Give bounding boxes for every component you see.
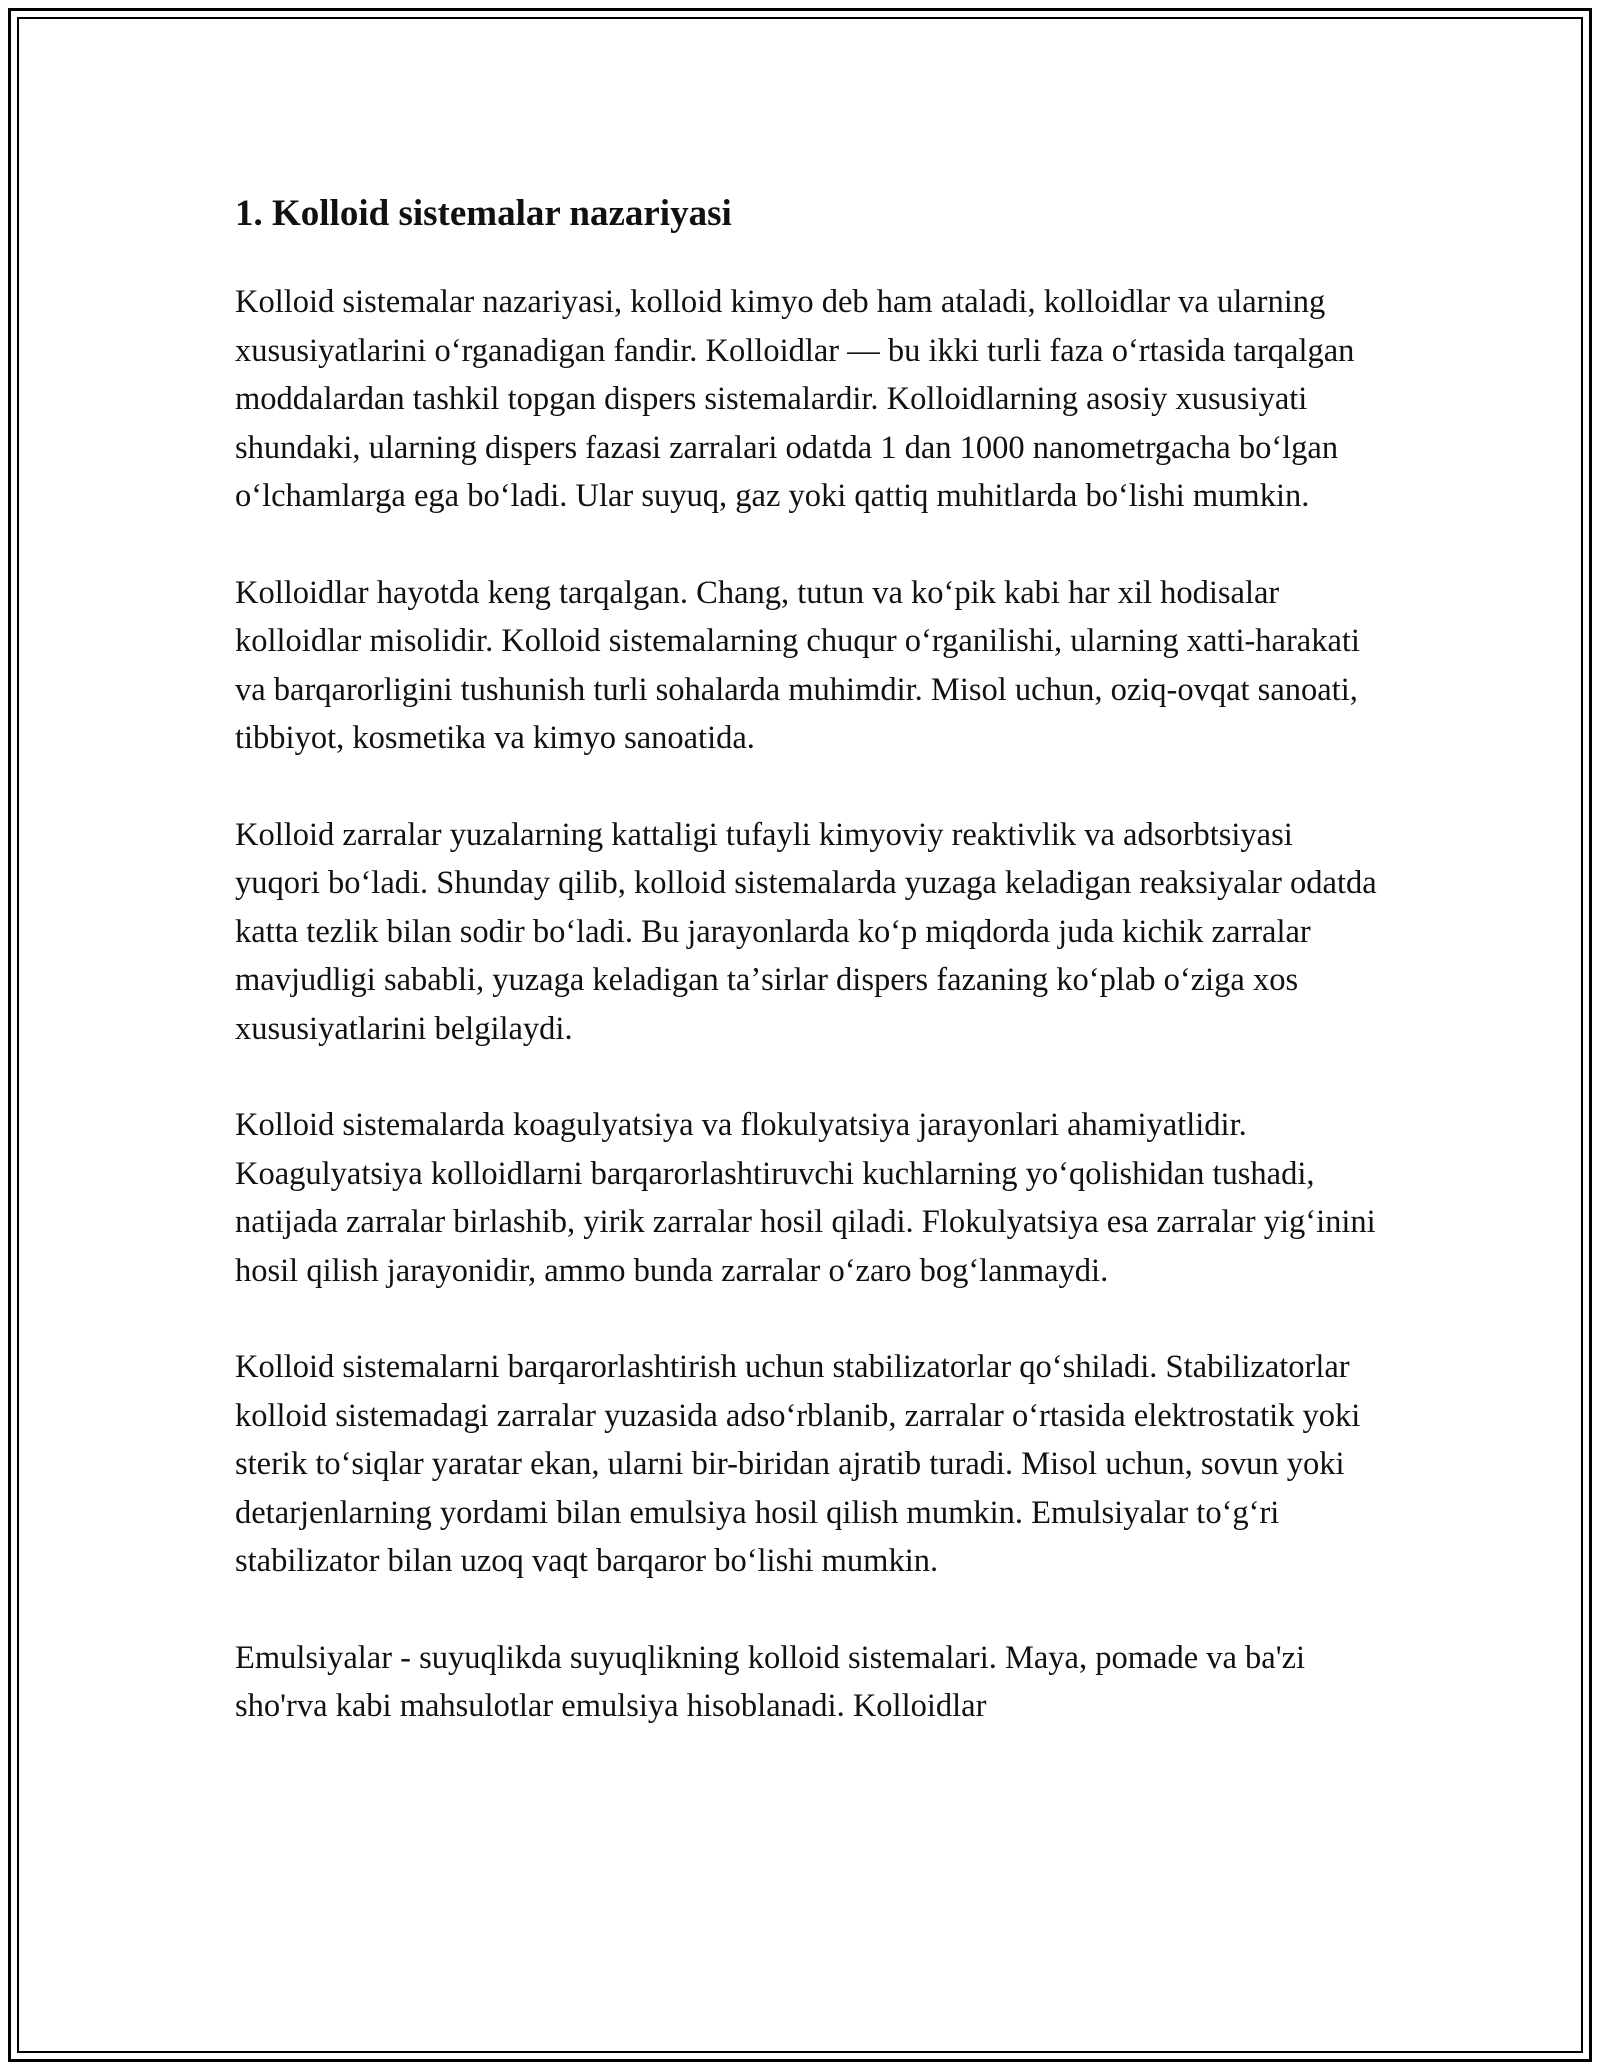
paragraph-1: Kolloid sistemalar nazariyasi, kolloid kimyo deb ham ataladi, kolloidlar va ularning xususiyatlarini oʻrganadigan fandir. Kolloidlar — bu ikki turli faza oʻrtasida tarqalgan moddalardan tashkil topgan dispers sistemalardir. Kolloidlarning asosiy xususiyati shundaki, ularning dispers fazasi zarralari odatda 1 dan 1000 nanometrgacha boʻlgan oʻlchamlarga ega boʻladi. Ular suyuq, gaz yoki qattiq muhitlarda boʻlishi mumkin. bbox=[235, 284, 1355, 514]
document-body bbox=[235, 182, 1385, 1779]
paragraph-6: Emulsiyalar - suyuqlikda suyuqlikning kolloid sistemalari. Maya, pomade va ba'zi sho'rva kabi mahsulotlar emulsiya hisoblanadi. Kolloidlar bbox=[235, 1639, 1306, 1724]
paragraph-5: Kolloid sistemalarni barqarorlashtirish uchun stabilizatorlar qoʻshiladi. Stabilizatorlar kolloid sistemadagi zarralar yuzasida adsoʻrblanib, zarralar oʻrtasida elektrostatik yoki sterik toʻsiqlar yaratar ekan, ularni bir-biridan ajratib turadi. Misol uchun, sovun yoki detarjenlarning yordami bilan emulsiya hosil qilish mumkin. Emulsiyalar toʻgʻri stabilizator bilan uzoq vaqt barqaror boʻlishi mumkin. bbox=[235, 1349, 1361, 1579]
paragraph-4: Kolloid sistemalarda koagulyatsiya va flokulyatsiya jarayonlari ahamiyatlidir. Koagulyatsiya kolloidlarni barqarorlashtiruvchi kuchlarning yoʻqolishidan tushadi, natijada zarralar birlashib, yirik zarralar hosil qiladi. Flokulyatsiya esa zarralar yigʻinini hosil qilish jarayonidir, ammo bunda zarralar oʻzaro bogʻlanmaydi. bbox=[235, 1107, 1376, 1289]
paragraph-3: Kolloid zarralar yuzalarning kattaligi tufayli kimyoviy reaktivlik va adsorbtsiyasi yuqori boʻladi. Shunday qilib, kolloid sistemalarda yuzaga keladigan reaksiyalar odatda katta tezlik bilan sodir boʻladi. Bu jarayonlarda koʻp miqdorda juda kichik zarralar mavjudligi sababli, yuzaga keladigan taʼsirlar dispers fazaning koʻplab oʻziga xos xususiyatlarini belgilaydi. bbox=[235, 816, 1377, 1047]
paragraph-2: Kolloidlar hayotda keng tarqalgan. Chang, tutun va koʻpik kabi har xil hodisalar kolloidlar misolidir. Kolloid sistemalarning chuqur oʻrganilishi, ularning xatti-harakati va barqarorligini tushunish turli sohalarda muhimdir. Misol uchun, oziq-ovqat sanoati, tibbiyot, kosmetika va kimyo sanoatida. bbox=[235, 574, 1360, 756]
section-heading: 1. Kolloid sistemalar nazariyasi bbox=[235, 193, 732, 234]
